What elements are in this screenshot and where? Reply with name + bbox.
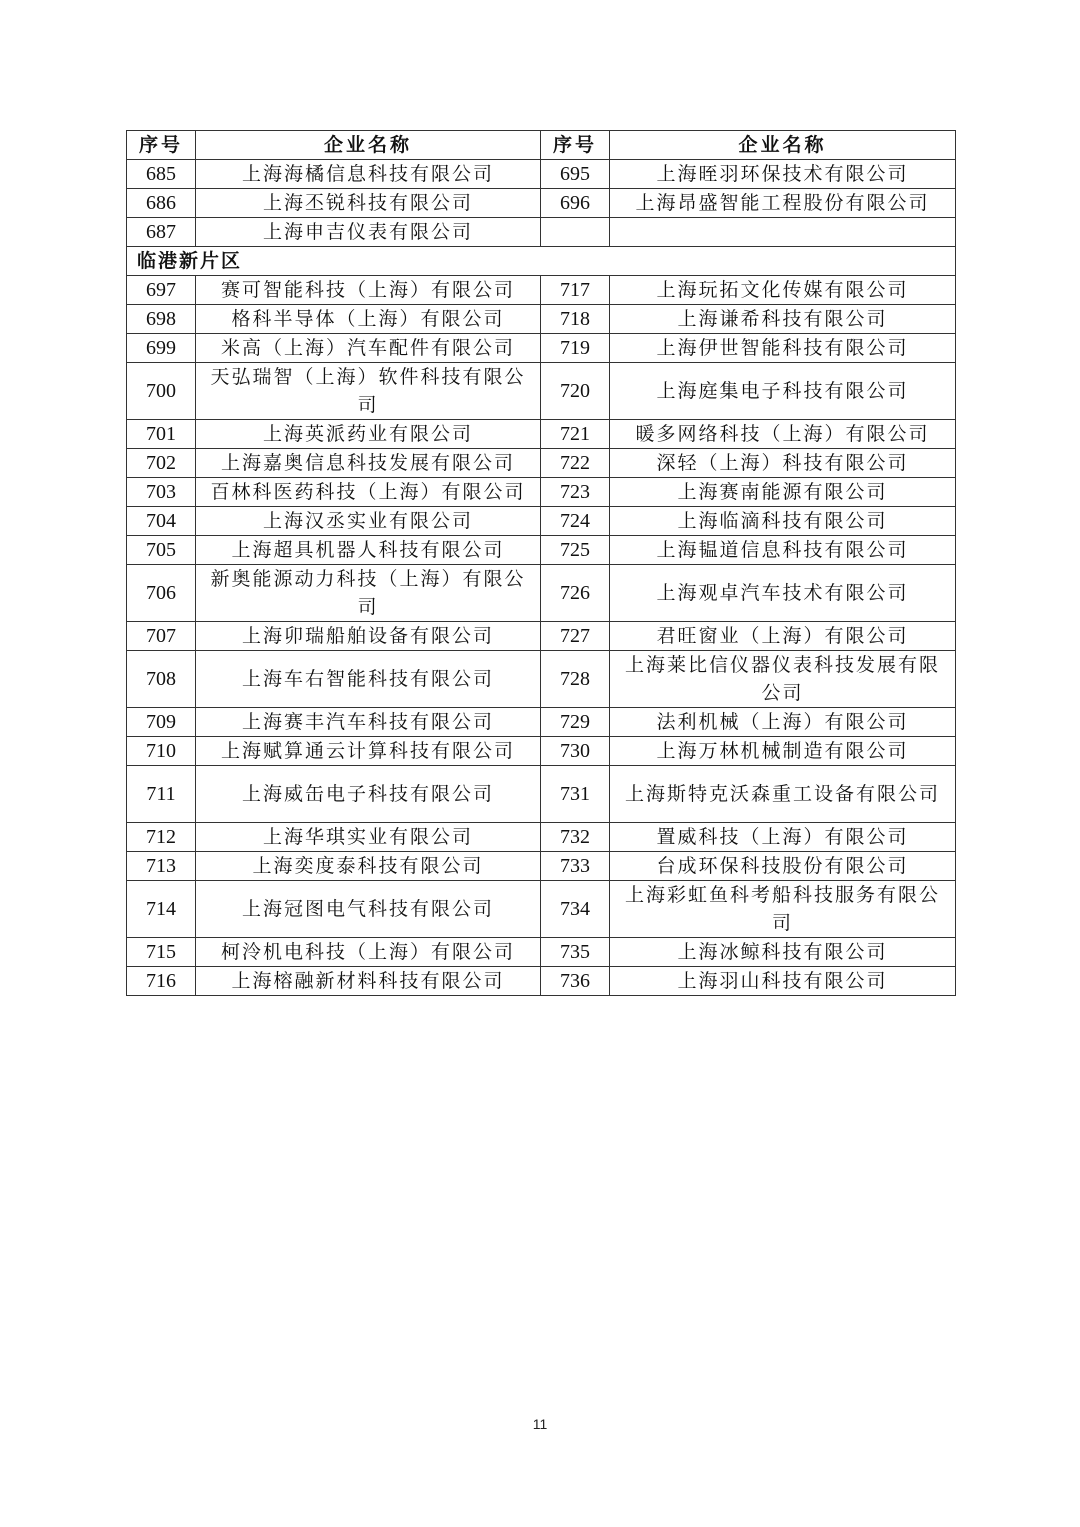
- serial-cell: 685: [127, 160, 196, 189]
- company-cell: 上海冰鲸科技有限公司: [610, 938, 956, 967]
- table-row: [127, 276, 956, 305]
- company-cell: 上海海橘信息科技有限公司: [196, 160, 541, 189]
- company-cell: 赛可智能科技（上海）有限公司: [196, 276, 541, 305]
- table-row: [127, 449, 956, 478]
- table-row: [127, 218, 956, 247]
- table-row: [127, 708, 956, 737]
- company-cell: 上海韫道信息科技有限公司: [610, 536, 956, 565]
- serial-cell: 732: [541, 823, 610, 852]
- company-cell: 米高（上海）汽车配件有限公司: [196, 334, 541, 363]
- serial-cell: [541, 218, 610, 247]
- company-cell: 上海昂盛智能工程股份有限公司: [610, 189, 956, 218]
- serial-cell: 720: [541, 363, 610, 420]
- company-cell: 上海伊世智能科技有限公司: [610, 334, 956, 363]
- serial-cell: 713: [127, 852, 196, 881]
- company-cell: 上海华琪实业有限公司: [196, 823, 541, 852]
- table-row: [127, 622, 956, 651]
- serial-cell: 705: [127, 536, 196, 565]
- company-cell: 上海赛丰汽车科技有限公司: [196, 708, 541, 737]
- company-cell: 台成环保科技股份有限公司: [610, 852, 956, 881]
- header-serial-right: 序号: [541, 131, 610, 160]
- serial-cell: 696: [541, 189, 610, 218]
- serial-cell: 702: [127, 449, 196, 478]
- table-row: [127, 420, 956, 449]
- serial-cell: 728: [541, 651, 610, 708]
- serial-cell: 736: [541, 967, 610, 996]
- company-cell: 天弘瑞智（上海）软件科技有限公司: [196, 363, 541, 420]
- table-row: [127, 737, 956, 766]
- serial-cell: 700: [127, 363, 196, 420]
- company-cell: 上海卯瑞船舶设备有限公司: [196, 622, 541, 651]
- table-row: [127, 967, 956, 996]
- company-cell: 上海威缶电子科技有限公司: [196, 766, 541, 823]
- company-cell: 上海汉丞实业有限公司: [196, 507, 541, 536]
- serial-cell: 708: [127, 651, 196, 708]
- serial-cell: 734: [541, 881, 610, 938]
- company-cell: 上海万林机械制造有限公司: [610, 737, 956, 766]
- company-cell: 上海晊羽环保技术有限公司: [610, 160, 956, 189]
- company-cell: 暖多网络科技（上海）有限公司: [610, 420, 956, 449]
- company-cell: 上海奕度泰科技有限公司: [196, 852, 541, 881]
- serial-cell: 712: [127, 823, 196, 852]
- serial-cell: 726: [541, 565, 610, 622]
- serial-cell: 711: [127, 766, 196, 823]
- table-header-row: [127, 131, 956, 160]
- table-row: [127, 363, 956, 420]
- company-cell: 上海英派药业有限公司: [196, 420, 541, 449]
- serial-cell: 704: [127, 507, 196, 536]
- company-cell: 上海庭集电子科技有限公司: [610, 363, 956, 420]
- serial-cell: 710: [127, 737, 196, 766]
- section-row: [127, 247, 956, 276]
- header-company-right: 企业名称: [610, 131, 956, 160]
- serial-cell: 706: [127, 565, 196, 622]
- company-cell: 上海榕融新材料科技有限公司: [196, 967, 541, 996]
- serial-cell: 709: [127, 708, 196, 737]
- serial-cell: 722: [541, 449, 610, 478]
- table-row: [127, 536, 956, 565]
- table-row: [127, 852, 956, 881]
- table-row: [127, 160, 956, 189]
- company-cell: 柯泠机电科技（上海）有限公司: [196, 938, 541, 967]
- page-number: 11: [532, 1416, 548, 1432]
- company-cell: 法利机械（上海）有限公司: [610, 708, 956, 737]
- serial-cell: 714: [127, 881, 196, 938]
- company-cell: 深轻（上海）科技有限公司: [610, 449, 956, 478]
- serial-cell: 724: [541, 507, 610, 536]
- serial-cell: 718: [541, 305, 610, 334]
- serial-cell: 687: [127, 218, 196, 247]
- table-row: [127, 334, 956, 363]
- company-cell: 上海申吉仪表有限公司: [196, 218, 541, 247]
- serial-cell: 716: [127, 967, 196, 996]
- serial-cell: 727: [541, 622, 610, 651]
- company-cell: 君旺窗业（上海）有限公司: [610, 622, 956, 651]
- table-row: [127, 305, 956, 334]
- company-cell: [610, 218, 956, 247]
- company-cell: 上海玩拓文化传媒有限公司: [610, 276, 956, 305]
- table-row: [127, 881, 956, 938]
- serial-cell: 703: [127, 478, 196, 507]
- table-row: [127, 823, 956, 852]
- serial-cell: 735: [541, 938, 610, 967]
- company-table: [126, 130, 956, 996]
- company-cell: 上海彩虹鱼科考船科技服务有限公司: [610, 881, 956, 938]
- table-row: [127, 565, 956, 622]
- serial-cell: 699: [127, 334, 196, 363]
- table-row: [127, 478, 956, 507]
- company-cell: 上海冠图电气科技有限公司: [196, 881, 541, 938]
- company-cell: 上海赛南能源有限公司: [610, 478, 956, 507]
- company-cell: 上海超具机器人科技有限公司: [196, 536, 541, 565]
- serial-cell: 723: [541, 478, 610, 507]
- serial-cell: 697: [127, 276, 196, 305]
- company-cell: 上海谦希科技有限公司: [610, 305, 956, 334]
- serial-cell: 730: [541, 737, 610, 766]
- company-cell: 置威科技（上海）有限公司: [610, 823, 956, 852]
- serial-cell: 686: [127, 189, 196, 218]
- company-cell: 上海观卓汽车技术有限公司: [610, 565, 956, 622]
- company-cell: 上海临滴科技有限公司: [610, 507, 956, 536]
- company-cell: 上海莱比信仪器仪表科技发展有限公司: [610, 651, 956, 708]
- serial-cell: 733: [541, 852, 610, 881]
- serial-cell: 715: [127, 938, 196, 967]
- header-serial-left: 序号: [127, 131, 196, 160]
- serial-cell: 719: [541, 334, 610, 363]
- serial-cell: 698: [127, 305, 196, 334]
- serial-cell: 731: [541, 766, 610, 823]
- section-title: 临港新片区: [127, 247, 956, 276]
- table-row: [127, 189, 956, 218]
- company-cell: 上海羽山科技有限公司: [610, 967, 956, 996]
- serial-cell: 721: [541, 420, 610, 449]
- serial-cell: 717: [541, 276, 610, 305]
- table-row: [127, 766, 956, 823]
- company-cell: 上海丕锐科技有限公司: [196, 189, 541, 218]
- serial-cell: 707: [127, 622, 196, 651]
- serial-cell: 701: [127, 420, 196, 449]
- company-cell: 新奥能源动力科技（上海）有限公司: [196, 565, 541, 622]
- company-cell: 百林科医药科技（上海）有限公司: [196, 478, 541, 507]
- table-row: [127, 651, 956, 708]
- company-cell: 上海斯特克沃森重工设备有限公司: [610, 766, 956, 823]
- company-cell: 上海赋算通云计算科技有限公司: [196, 737, 541, 766]
- serial-cell: 725: [541, 536, 610, 565]
- table-row: [127, 938, 956, 967]
- serial-cell: 695: [541, 160, 610, 189]
- company-cell: 上海车右智能科技有限公司: [196, 651, 541, 708]
- header-company-left: 企业名称: [196, 131, 541, 160]
- company-cell: 上海嘉奥信息科技发展有限公司: [196, 449, 541, 478]
- table-row: [127, 507, 956, 536]
- company-list-sheet: [126, 130, 955, 996]
- serial-cell: 729: [541, 708, 610, 737]
- company-cell: 格科半导体（上海）有限公司: [196, 305, 541, 334]
